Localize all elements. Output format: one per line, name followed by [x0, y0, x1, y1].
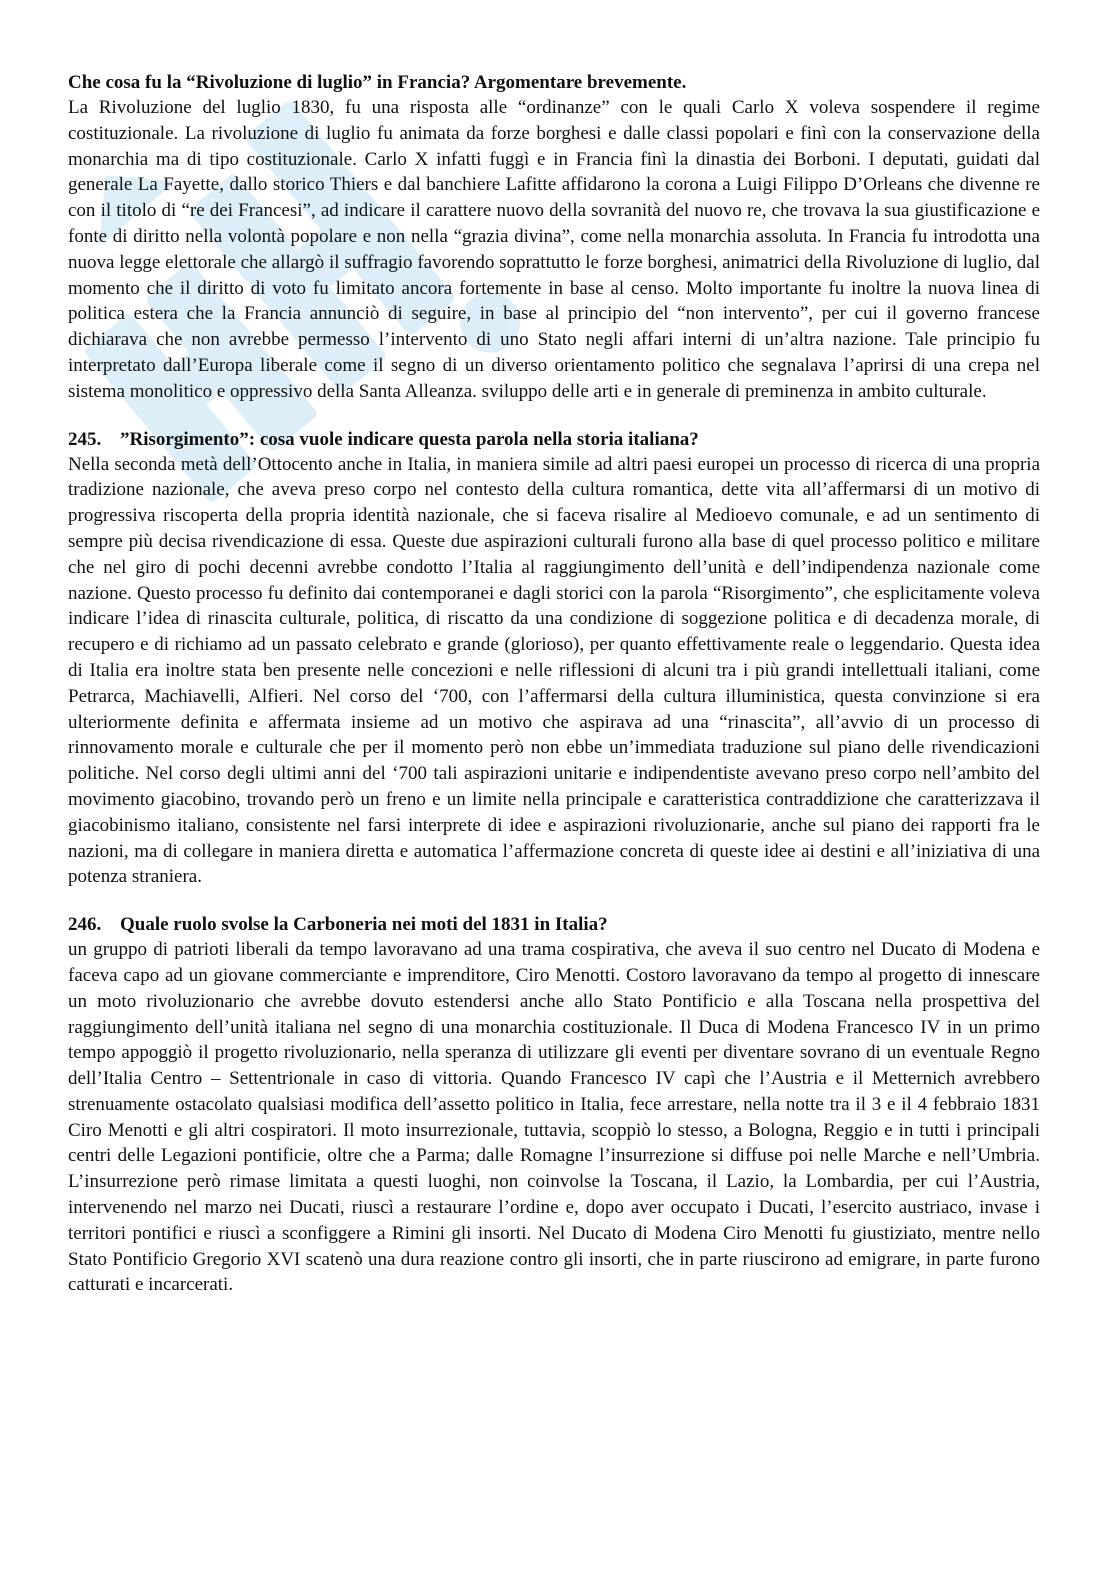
section-246-carboneria: [68, 912, 1040, 1298]
question-heading: [68, 912, 1040, 937]
section-245-risorgimento: [68, 427, 1040, 891]
answer-paragraph: un gruppo di patrioti liberali da tempo lavoravano ad una trama cospirativa, che aveva il suo centro nel Ducato di Modena e faceva capo ad un giovane commerciante e imprenditore, Ciro Menotti. Costoro lavoravano da tempo al progetto di innescare un moto rivoluzionario che avrebbe dovuto estendersi anche allo Stato Pontificio e alla Toscana nella prospettiva del raggiungimento dell’unità italiana nel segno di una monarchia costituzionale. Il Duca di Modena Francesco IV in un primo tempo appoggiò il progetto rivoluzionario, nella speranza di utilizzare gli eventi per diventare sovrano di un eventuale Regno dell’Italia Centro – Settentrionale in caso di vittoria. Quando Francesco IV capì che l’Austria e il Metternich avrebbero strenuamente ostacolato qualsiasi modifica dell’assetto politico in Italia, fece arrestare, nella notte tra il 3 e il 4 febbraio 1831 Ciro Menotti e gli altri cospiratori. Il moto insurrezionale, tuttavia, scoppiò lo stesso, a Bologna, Reggio e in tutti i principali centri delle Legazioni pontificie, oltre che a Parma; dalle Romagne l’insurrezione si diffuse poi nelle Marche e nell’Umbria. L’insurrezione però rimase limitata a questi luoghi, non coinvolse la Toscana, il Lazio, la Lombardia, per cui l’Austria, intervenendo nel marzo nei Ducati, riuscì a restaurare l’ordine e, dopo aver occupato i Ducati, l’esercito austriaco, invase i territori pontifici e riuscì a sconfiggere a Rimini gli insorti. Nel Ducato di Modena Ciro Menotti fu giustiziato, mentre nello Stato Pontificio Gregorio XVI scatenò una dura reazione contro gli insorti, che in parte riuscirono ad emigrare, in parte furono catturati e incarcerati.: [68, 939, 1040, 1296]
question-heading: [68, 427, 1040, 452]
question-number: 246.: [68, 914, 102, 936]
answer-paragraph: Nella seconda metà dell’Ottocento anche in Italia, in maniera simile ad altri paesi europei un processo di ricerca di una propria tradizione nazionale, che aveva preso corpo nel contesto della cultura romantica, dette vita all’affermarsi di un motivo di progressiva riscoperta della propria identità nazionale, che si faceva risalire al Medioevo comunale, e ad un sentimento di sempre più decisa rivendicazione di essa. Queste due aspirazioni culturali furono alla base di quel processo politico e militare che nel giro di pochi decenni avrebbe condotto l’Italia al raggiungimento dell’unità e dell’indipendenza nazionale come nazione. Questo processo fu definito dai contemporanei e dagli storici con la parola “Risorgimento”, che esplicitamente voleva indicare l’idea di rinascita culturale, politica, di riscatto da una condizione di soggezione politica e di decadenza morale, di recupero e di richiamo ad un passato celebrato e grande (glorioso), per quanto effettivamente reale o leggendario. Questa idea di Italia era inoltre stata ben presente nelle concezioni e nelle riflessioni di alcuni tra i più grandi intellettuali italiani, come Petrarca, Machiavelli, Alfieri. Nel corso del ‘700, con l’affermarsi della cultura illuministica, questa convinzione si era ulteriormente definita e affermata insieme ad un motivo che aspirava ad una “rinascita”, all’avvio di un processo di rinnovamento morale e culturale che per il momento però non ebbe un’immediata traduzione sul piano delle rivendicazioni politiche. Nel corso degli ultimi anni del ‘700 tali aspirazioni unitarie e indipendentiste avevano preso corpo nell’ambito del movimento giacobino, trovando però un freno e un limite nella principale e caratteristica contraddizione che caratterizzava il giacobinismo italiano, consistente nel farsi interprete di idee e aspirazioni rivoluzionarie, anche sul piano dei rapporti fra le nazioni, ma di collegare in maniera diretta e automatica l’affermazione concreta di queste idee ai destini e all’iniziativa di una potenza straniera.: [68, 453, 1040, 888]
question-text: Che cosa fu la “Rivoluzione di luglio” in Francia? Argomentare brevemente.: [68, 72, 687, 93]
question-text: ”Risorgimento”: cosa vuole indicare questa parola nella storia italiana?: [120, 428, 699, 450]
answer-paragraph: La Rivoluzione del luglio 1830, fu una risposta alle “ordinanze” con le quali Carlo X voleva sospendere il regime costituzionale. La rivoluzione di luglio fu animata da forze borghesi e dalle classi popolari e finì con la conservazione della monarchia ma di tipo costituzionale. Carlo X infatti fuggì e in Francia finì la dinastia dei Borboni. I deputati, guidati dal generale La Fayette, dallo storico Thiers e dal banchiere Lafitte affidarono la corona a Luigi Filippo D’Orleans che divenne re con il titolo di “re dei Francesi”, ad indicare il carattere nuovo della sovranità del nuovo re, che trovava la sua giustificazione e fonte di diritto nella volontà popolare e non nella “grazia divina”, come nella monarchia assoluta. In Francia fu introdotta una nuova legge elettorale che allargò il suffragio favorendo soprattutto le forze borghesi, animatrici della Rivoluzione di luglio, dal momento che il diritto di voto fu limitato ancora fortemente in base al censo. Molto importante fu inoltre la nuova linea di politica estera che la Francia annunciò di seguire, in base al principio del “non intervento”, per cui il governo francese dichiarava che non avrebbe permesso l’intervento di uno Stato negli affari interni di un’altra nazione. Tale principio fu interpretato dall’Europa liberale come il segno di un diverso orientamento politico che segnalava l’aprirsi di una crepa nel sistema monolitico e oppressivo della Santa Alleanza. sviluppo delle arti e in generale di preminenza in ambito culturale.: [68, 97, 1040, 402]
question-heading: [68, 70, 1040, 95]
question-number: 245.: [68, 428, 102, 450]
document-body: [68, 70, 1040, 1320]
section-rivoluzione-luglio: [68, 70, 1040, 405]
question-text: Quale ruolo svolse la Carboneria nei moti del 1831 in Italia?: [120, 914, 608, 936]
